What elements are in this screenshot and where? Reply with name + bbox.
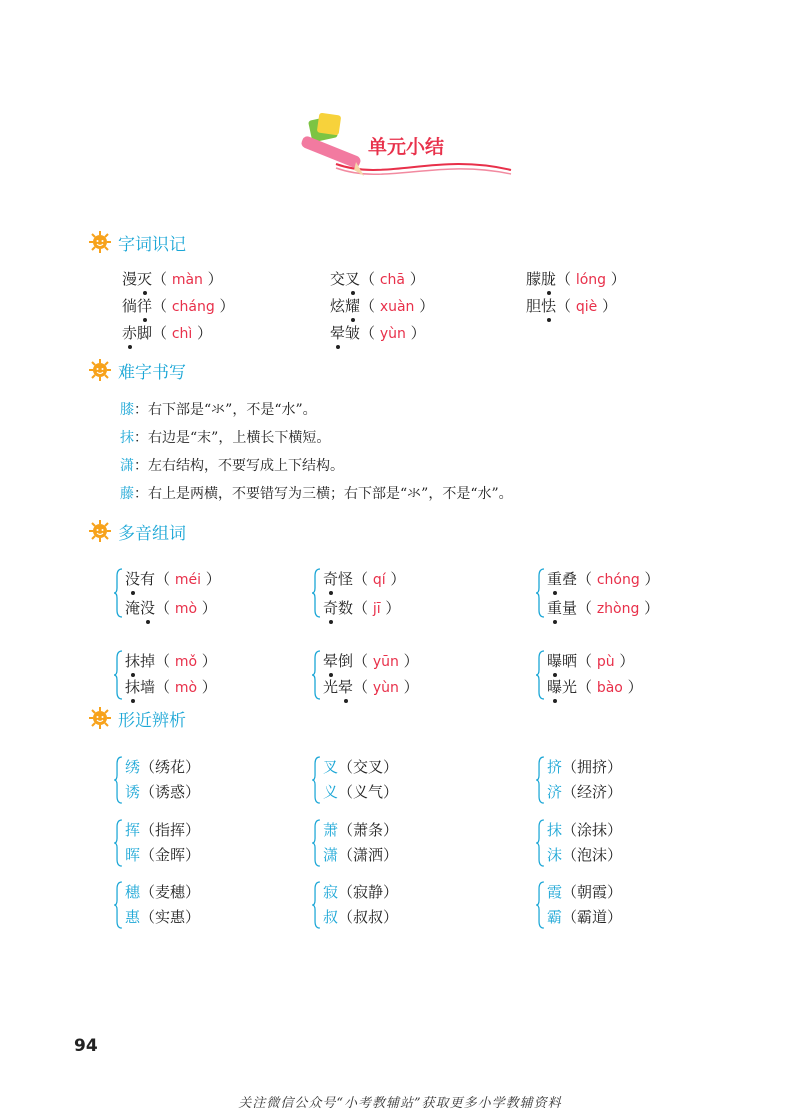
polyphone-group: 奇怪（ qí ） 奇数（ jī ） (311, 566, 511, 616)
brace-icon (311, 650, 321, 700)
similar-group: 抹（涂抹） 沫（泡沫） (535, 817, 735, 867)
similar-group: 挥（指挥） 晖（金晖） (113, 817, 313, 867)
section-title: 难字书写 (118, 362, 186, 383)
section-title: 形近辨析 (118, 710, 186, 731)
brace-icon (113, 881, 123, 929)
vocab-item: 赤脚（ chì ） (122, 324, 213, 342)
section-header-writing (88, 356, 186, 384)
section-header-similar (88, 704, 186, 732)
similar-group: 萧（萧条） 潇（潇洒） (311, 817, 511, 867)
similar-group: 绣（绣花） 诱（诱惑） (113, 754, 313, 804)
polyphone-group: 抹掉（ mǒ ） 抹墙（ mò ） (113, 648, 313, 698)
section-title: 字词识记 (118, 234, 186, 255)
rule-line: 藤：右上是两横，不要错写为三横；右下部是“氺”，不是“水”。 (120, 486, 513, 502)
similar-group: 寂（寂静） 叔（叔叔） (311, 879, 511, 929)
polyphone-group: 曝晒（ pù ） 曝光（ bào ） (535, 648, 735, 698)
brace-icon (535, 881, 545, 929)
brace-icon (311, 568, 321, 618)
sun-icon (88, 519, 112, 543)
banner-title: 单元小结 (368, 136, 445, 158)
rule-line: 膝：右下部是“氺”，不是“水”。 (120, 402, 317, 418)
brace-icon (113, 650, 123, 700)
similar-group: 叉（交叉） 义（义气） (311, 754, 511, 804)
rule-line: 抹：右边是“末”，上横长下横短。 (120, 430, 331, 446)
vocab-item: 漫灭（ màn ） (122, 270, 223, 288)
similar-group: 霞（朝霞） 霸（霸道） (535, 879, 735, 929)
brace-icon (311, 819, 321, 867)
vocab-item: 朦胧（ lóng ） (526, 270, 626, 288)
brace-icon (311, 756, 321, 804)
brace-icon (113, 819, 123, 867)
sun-icon (88, 230, 112, 254)
vocab-item: 炫耀（ xuàn ） (330, 297, 435, 315)
page-number: 94 (74, 1036, 98, 1056)
brace-icon (113, 568, 123, 618)
polyphone-group: 晕倒（ yūn ） 光晕（ yùn ） (311, 648, 511, 698)
brace-icon (311, 881, 321, 929)
vocab-item: 交叉（ chā ） (330, 270, 425, 288)
vocab-item: 晕皱（ yùn ） (330, 324, 426, 342)
brace-icon (113, 756, 123, 804)
unit-summary-banner (296, 112, 516, 182)
section-header-vocab (88, 228, 186, 256)
brace-icon (535, 756, 545, 804)
rule-line: 潇：左右结构，不要写成上下结构。 (120, 458, 344, 474)
brace-icon (535, 819, 545, 867)
sun-icon (88, 358, 112, 382)
section-header-polyphones (88, 517, 186, 545)
section-title: 多音组词 (118, 523, 186, 544)
similar-group: 穗（麦穗） 惠（实惠） (113, 879, 313, 929)
brace-icon (535, 650, 545, 700)
polyphone-group: 没有（ méi ） 淹没（ mò ） (113, 566, 313, 616)
brace-icon (535, 568, 545, 618)
sun-icon (88, 706, 112, 730)
vocab-item: 胆怯（ qiè ） (526, 297, 617, 315)
footer-note: 关注微信公众号“小考教辅站”获取更多小学教辅资料 (238, 1096, 562, 1111)
polyphone-group: 重叠（ chóng ） 重量（ zhòng ） (535, 566, 735, 616)
vocab-item: 徜徉（ cháng ） (122, 297, 235, 315)
similar-group: 挤（拥挤） 济（经济） (535, 754, 735, 804)
